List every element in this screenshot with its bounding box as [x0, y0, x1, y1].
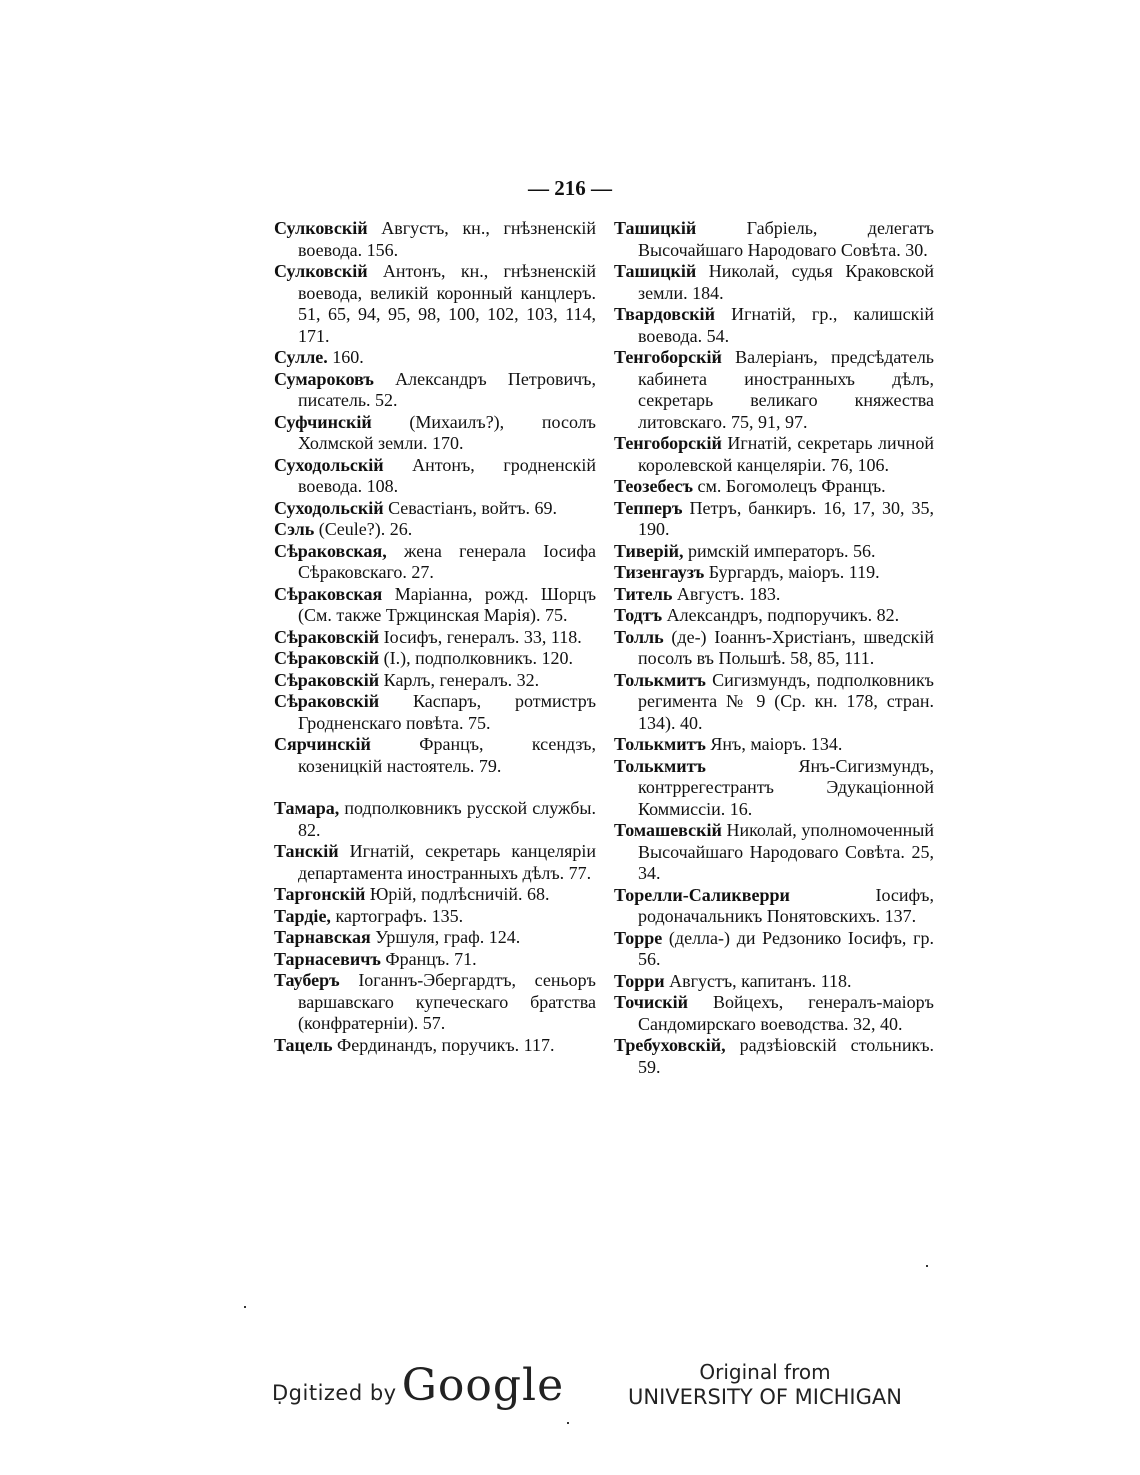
- entry-text: Карлъ, генералъ. 32.: [383, 669, 540, 690]
- index-entry: [614, 605, 934, 627]
- entry-text: (де-) Іоаннъ-Христіанъ, шведскій посолъ въ Польшѣ. 58, 85, 111.: [638, 626, 935, 668]
- entry-headword: Тардіе,: [274, 905, 331, 926]
- index-entry: [614, 820, 934, 885]
- entry-headword: Тамара,: [274, 798, 340, 818]
- source-attribution: [605, 1360, 925, 1410]
- entry-text: Каспаръ, ротмистръ Гродненскаго повѣта. 75.: [298, 691, 597, 733]
- index-entry: [274, 734, 596, 777]
- entry-headword: Тарнавская: [274, 927, 371, 947]
- index-entry: [614, 756, 934, 821]
- entry-text: (Ceule?). 26.: [318, 519, 413, 539]
- entry-headword: Теозебесъ: [614, 476, 693, 496]
- entry-text: жена генерала Іосифа Сѣраковскаго. 27.: [298, 540, 597, 582]
- entry-text: Янъ-Сигизмундъ, контррегестрантъ Эдукаціонной Коммиссіи. 16.: [638, 755, 934, 819]
- entry-text: Іосифъ, родоначальникъ Понятовскихъ. 137.: [638, 884, 934, 926]
- index-entry: [274, 412, 596, 455]
- entry-text: Николай, уполномоченный Высочайшаго Народоваго Совѣта. 25, 34.: [638, 820, 934, 883]
- entry-headword: Таргонскій: [274, 884, 366, 904]
- entry-headword: Суходольскій: [274, 454, 384, 475]
- entry-headword: Сэль: [274, 519, 315, 539]
- entry-text: Маріанна, рожд. Шорцъ (См. также Тржцинская Марія). 75.: [298, 583, 597, 625]
- entry-text: Севастіанъ, войтъ. 69.: [388, 497, 558, 518]
- index-entry: [614, 1035, 934, 1078]
- index-entry: [274, 261, 596, 347]
- entry-text: (Михаилъ?), посолъ Холмской земли. 170.: [298, 411, 596, 453]
- index-entry: [614, 992, 934, 1035]
- entry-text: 160.: [332, 347, 364, 367]
- entry-headword: Сѣраковскій: [274, 626, 380, 647]
- entry-headword: Тацель: [274, 1034, 333, 1055]
- entry-headword: Тепперъ: [614, 497, 683, 518]
- entry-headword: Сѣраковскій: [274, 691, 380, 711]
- entry-headword: Сулковскій: [274, 218, 368, 238]
- entry-text: Габріель, делегатъ Высочайшаго Народоваго Совѣта. 30.: [638, 218, 934, 260]
- index-entry: [614, 433, 934, 476]
- entry-text: Александръ, подпоручикъ. 82.: [666, 605, 900, 625]
- entry-text: Августъ, капитанъ. 118.: [669, 970, 852, 991]
- entry-headword: Толькмитъ: [614, 669, 706, 690]
- entry-text: Игнатій, секретарь личной королевской канцеляріи. 76, 106.: [638, 433, 934, 475]
- index-entry: [614, 885, 934, 928]
- index-entry: [274, 218, 596, 261]
- entry-text: картографъ. 135.: [335, 905, 464, 926]
- index-entry: [614, 627, 934, 670]
- index-entry: [614, 670, 934, 735]
- index-entry: [274, 798, 596, 841]
- entry-headword: Тенгоборскій: [614, 347, 722, 367]
- entry-headword: Титель: [614, 583, 673, 604]
- entry-headword: Точискій: [614, 992, 688, 1012]
- entry-text: Августъ. 183.: [676, 583, 781, 604]
- entry-headword: Суфчинскій: [274, 411, 372, 432]
- scan-speck: [926, 1265, 928, 1267]
- entry-headword: Толль: [614, 626, 664, 647]
- index-entry: [274, 927, 596, 949]
- entry-text: Антонъ, кн., гнѣзненскій воевода, великій коронный канцлеръ. 51, 65, 94, 95, 98, 100, 102, 103, 114, 171.: [298, 261, 596, 346]
- index-entry: [274, 1035, 596, 1057]
- index-entry: [614, 476, 934, 498]
- entry-headword: Сѣраковская: [274, 583, 383, 604]
- entry-headword: Сѣраковскій: [274, 669, 380, 690]
- entry-text: Сигизмундъ, подполковникъ регимента № 9 (Ср. кн. 178, стран. 134). 40.: [638, 669, 934, 733]
- entry-headword: Суходольскій: [274, 497, 384, 518]
- entry-headword: Тенгоборскій: [614, 433, 722, 453]
- entry-headword: Толькмитъ: [614, 734, 706, 754]
- entry-text: подполковникъ русской службы. 82.: [298, 798, 596, 840]
- index-column-right: [614, 218, 934, 1078]
- entry-text: Николай, судья Краковской земли. 184.: [638, 261, 934, 303]
- index-entry: [274, 841, 596, 884]
- index-entry: [614, 584, 934, 606]
- index-entry: [274, 970, 596, 1035]
- index-entry: [274, 691, 596, 734]
- entry-headword: Сумароковъ: [274, 368, 374, 389]
- index-entry: [274, 648, 596, 670]
- entry-headword: Ташицкій: [614, 261, 697, 281]
- entry-headword: Сярчинскій: [274, 734, 371, 754]
- index-entry: [274, 541, 596, 584]
- entry-headword: Ташицкій: [614, 218, 697, 238]
- entry-headword: Толькмитъ: [614, 755, 706, 776]
- index-entry: [274, 627, 596, 649]
- index-entry: [274, 584, 596, 627]
- entry-text: Уршуля, граф. 124.: [375, 927, 521, 947]
- index-entry: [274, 455, 596, 498]
- entry-headword: Торелли-Саликверри: [614, 884, 790, 905]
- entry-headword: Сѣраковскій: [274, 648, 380, 668]
- index-entry: [614, 971, 934, 993]
- entry-text: Игнатій, гр., калишскій воевода. 54.: [638, 304, 935, 346]
- entry-text: Валеріанъ, предсѣдатель кабинета иностранныхъ дѣлъ, секретарь великаго княжества литовскаго. 75, 91, 97.: [638, 347, 935, 432]
- index-entry: [614, 304, 934, 347]
- scan-speck: [244, 1306, 246, 1308]
- entry-text: Іосифъ, генералъ. 33, 118.: [383, 626, 582, 647]
- index-entry: [274, 884, 596, 906]
- entry-text: Бургардъ, маіоръ. 119.: [708, 562, 880, 582]
- index-entry: [614, 734, 934, 756]
- entry-headword: Торри: [614, 970, 665, 991]
- index-entry: [614, 498, 934, 541]
- entry-text: (делла-) ди Редзонико Іосифъ, гр. 56.: [638, 927, 934, 969]
- index-entry: [614, 928, 934, 971]
- index-entry: [614, 347, 934, 433]
- entry-text: Александръ Петровичъ, писатель. 52.: [298, 368, 596, 410]
- original-from-text: Original from: [699, 1360, 831, 1384]
- entry-text: Войцехъ, генералъ-маіоръ Сандомирскаго воеводства. 32, 40.: [638, 992, 934, 1034]
- entry-text: Янъ, маіоръ. 134.: [710, 734, 843, 754]
- entry-text: см. Богомолецъ Францъ.: [697, 476, 886, 496]
- entry-text: Антонъ, гродненскій воевода. 108.: [298, 454, 596, 496]
- entry-headword: Танскій: [274, 841, 339, 861]
- entry-text: Петръ, банкиръ. 16, 17, 30, 35, 190.: [638, 497, 934, 539]
- entry-headword: Тарнасевичъ: [274, 948, 381, 969]
- google-logo: Google: [401, 1360, 565, 1411]
- section-gap: [274, 777, 596, 798]
- entry-text: Игнатій, секретарь канцеляріи департамента иностранныхъ дѣлъ. 77.: [298, 841, 596, 883]
- entry-text: Фердинандъ, поручикъ. 117.: [337, 1034, 555, 1055]
- index-entry: [614, 218, 934, 261]
- entry-headword: Сѣраковская,: [274, 540, 387, 561]
- entry-text: Францъ. 71.: [385, 948, 477, 969]
- digitized-by-google-watermark: [272, 1360, 564, 1411]
- entry-text: Францъ, ксендзъ, козеницкій настоятель. 79.: [298, 734, 596, 776]
- index-entry: [614, 562, 934, 584]
- entry-headword: Требуховскій,: [614, 1035, 726, 1055]
- entry-text: Юрій, подлѣсничій. 68.: [369, 884, 550, 904]
- entry-text: Іоганнъ-Эбергардтъ, сеньоръ варшавскаго купеческаго братства (конфратерніи). 57.: [298, 970, 596, 1033]
- index-entry: [274, 498, 596, 520]
- index-entry: [614, 261, 934, 304]
- entry-headword: Твардовскій: [614, 304, 715, 324]
- entry-text: (І.), подполковникъ. 120.: [383, 648, 573, 668]
- entry-headword: Тизенгаузъ: [614, 562, 705, 582]
- page-number: — 216 —: [528, 176, 612, 200]
- entry-headword: Сулле.: [274, 347, 328, 367]
- institution-name: UNIVERSITY OF MICHIGAN: [628, 1385, 902, 1409]
- entry-text: римскій императоръ. 56.: [688, 540, 876, 561]
- index-column-left: [274, 218, 596, 1056]
- entry-headword: Тодтъ: [614, 605, 663, 625]
- index-entry: [614, 541, 934, 563]
- entry-headword: Тиверій,: [614, 540, 684, 561]
- digitized-by-text: Ḍgitized by: [272, 1381, 397, 1405]
- entry-headword: Тауберъ: [274, 970, 340, 990]
- index-entry: [274, 369, 596, 412]
- entry-text: радзѣіовскій стольникъ. 59.: [638, 1035, 934, 1077]
- entry-headword: Сулковскій: [274, 261, 368, 281]
- entry-headword: Торре: [614, 927, 663, 948]
- index-entry: [274, 906, 596, 928]
- scan-speck: [567, 1422, 569, 1424]
- index-entry: [274, 949, 596, 971]
- index-entry: [274, 519, 596, 541]
- entry-headword: Томашевскій: [614, 820, 722, 840]
- entry-text: Августъ, кн., гнѣзненскій воевода. 156.: [298, 218, 597, 260]
- index-entry: [274, 670, 596, 692]
- index-entry: [274, 347, 596, 369]
